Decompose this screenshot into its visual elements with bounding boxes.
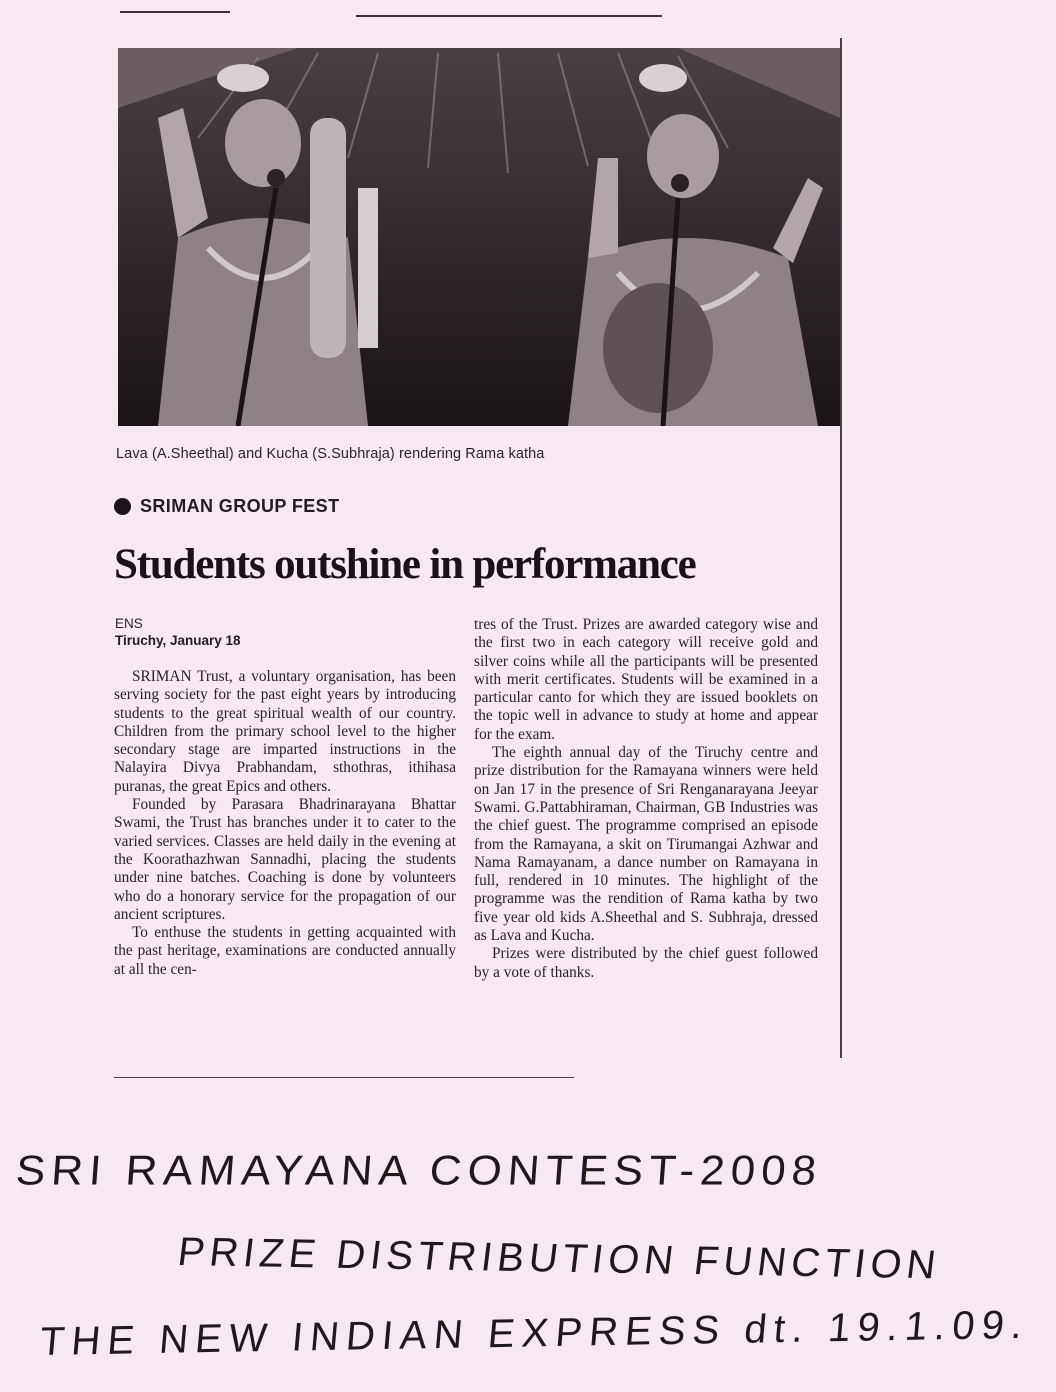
bullet-icon	[114, 498, 131, 515]
paragraph: Founded by Parasara Bhadrinarayana Bhattar Swami, the Trust has branches under it to cater to the varied services. Classes are held daily in the evening at the Koorathazhwan Sannadhi, placing the students under nine batches. Coaching is done by volunteers who do a honorary service for the propagation of our ancient scriptures.	[114, 796, 456, 923]
top-rule-right	[356, 15, 662, 17]
byline-dateline: Tiruchy, January 18	[115, 633, 241, 648]
article-headline: Students outshine in performance	[114, 541, 696, 588]
top-rule-left	[120, 11, 230, 13]
paragraph: To enthuse the students in getting acquainted with the past heritage, examinations are conducted annually at all the cen-	[114, 924, 456, 978]
byline-agency: ENS	[115, 616, 143, 631]
news-photo	[118, 48, 840, 426]
clipping-right-edge	[840, 38, 842, 1058]
performers-photo-illustration	[118, 48, 840, 426]
kicker-label: SRIMAN GROUP FEST	[140, 496, 340, 516]
paragraph: tres of the Trust. Prizes are awarded category wise and the first two in each category will receive gold and silver coins while all the participants will be presented with merit certificates. Students will be examined in a particular canto for which they are issued booklets on the topic well in advance to study at home and appear for the exam.	[474, 616, 818, 743]
paragraph: SRIMAN Trust, a voluntary organisation, has been serving society for the past eight years by introducing students to the great spiritual wealth of our country. Children from the primary school level to the higher secondary stage are imparted instructions in the Nalayira Divya Prabhandam, sthothras, ithihasa puranas, the great Epics and others.	[114, 668, 456, 795]
handwritten-note-line-2: PRIZE DISTRIBUTION FUNCTION	[175, 1230, 944, 1288]
handwritten-note-line-3: THE NEW INDIAN EXPRESS dt. 19.1.09.	[38, 1302, 1032, 1364]
article-column-2	[474, 616, 818, 982]
paragraph: The eighth annual day of the Tiruchy centre and prize distribution for the Ramayana winners were held on Jan 17 in the presence of Sri Renganarayana Jeeyar Swami. G.Pattabhiraman, Chairman, GB Industries was the chief guest. The programme comprised an episode from the Ramayana, a skit on Tirumangai Azhwar and Nama Ramayanam, a dance number on Ramayana in full, rendered in 10 minutes. The highlight of the programme was the rendition of Rama katha by two five year old kids A.Sheethal and S. Subhraja, dressed as Lava and Kucha.	[474, 744, 818, 945]
section-kicker	[114, 496, 339, 517]
handwritten-note-line-1: SRI RAMAYANA CONTEST-2008	[14, 1147, 824, 1194]
paragraph: Prizes were distributed by the chief guest followed by a vote of thanks.	[474, 945, 818, 981]
article-column-1	[114, 668, 456, 979]
photo-caption: Lava (A.Sheethal) and Kucha (S.Subhraja) rendering Rama katha	[116, 446, 545, 462]
